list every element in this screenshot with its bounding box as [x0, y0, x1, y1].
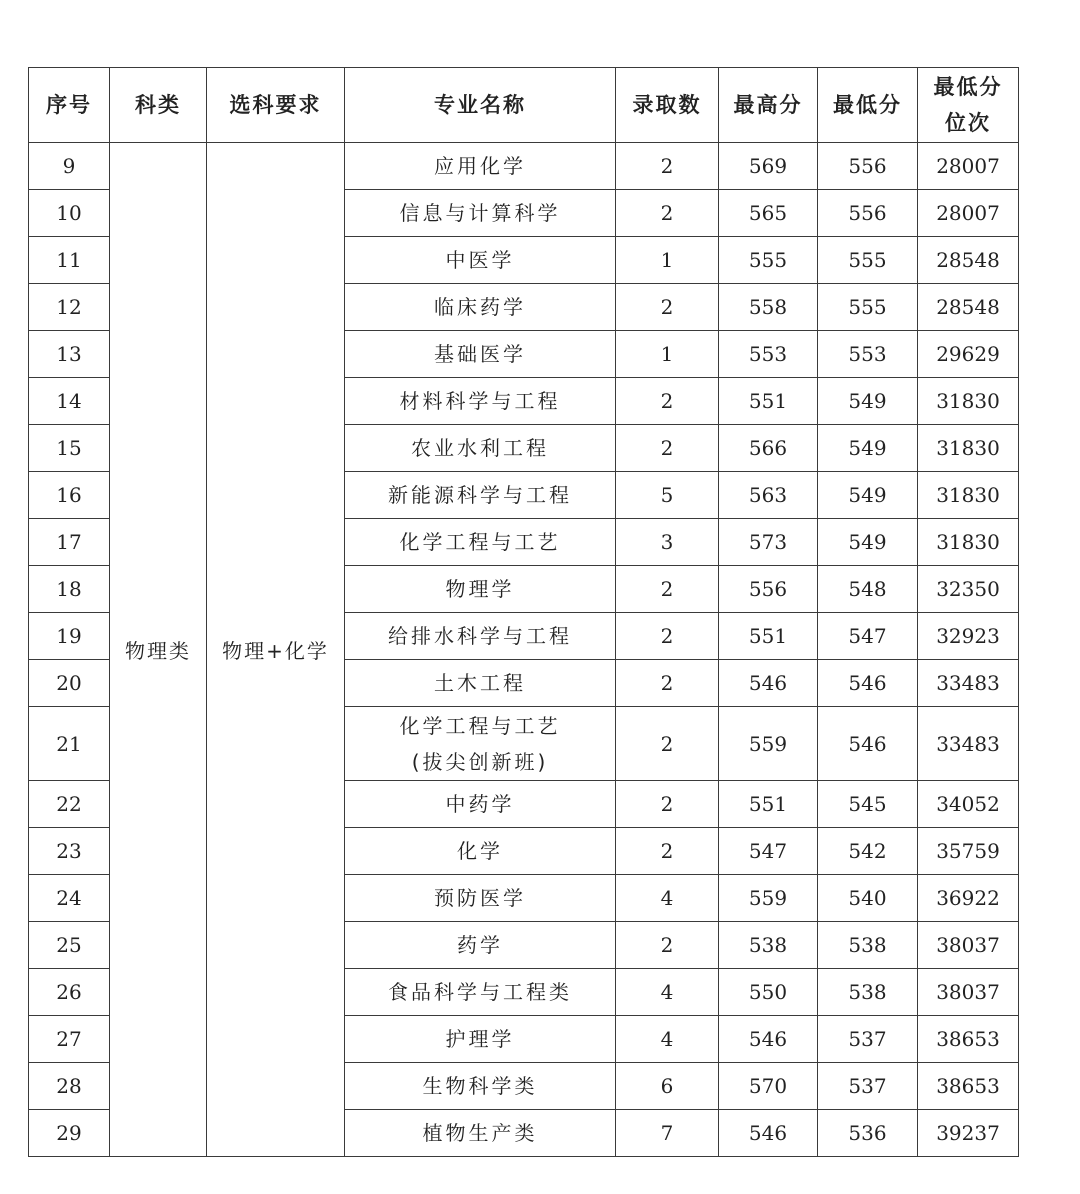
- min-score-cell: 549: [818, 472, 918, 519]
- major-name-line: 给排水科学与工程: [388, 624, 572, 648]
- min-score-cell: 537: [818, 1063, 918, 1110]
- serial-cell: 29: [29, 1110, 110, 1157]
- min-score-rank-cell: 38653: [918, 1063, 1019, 1110]
- min-score-rank-cell: 32923: [918, 613, 1019, 660]
- max-score-cell: 559: [719, 875, 818, 922]
- min-score-rank-cell: 33483: [918, 660, 1019, 707]
- max-score-cell: 565: [719, 190, 818, 237]
- serial-cell: 13: [29, 331, 110, 378]
- major-name-line: 新能源科学与工程: [388, 483, 572, 507]
- max-score-cell: 553: [719, 331, 818, 378]
- min-score-rank-cell: 28007: [918, 143, 1019, 190]
- major-name-cell: [345, 143, 616, 190]
- max-score-cell: 573: [719, 519, 818, 566]
- major-name-cell: [345, 566, 616, 613]
- admitted-count-cell: 2: [616, 922, 719, 969]
- min-score-rank-cell: 38037: [918, 969, 1019, 1016]
- admitted-count-cell: 2: [616, 378, 719, 425]
- min-score-rank-cell: 28548: [918, 284, 1019, 331]
- min-score-cell: 547: [818, 613, 918, 660]
- major-name-cell: [345, 1110, 616, 1157]
- header-min-score: 最低分: [818, 68, 918, 143]
- header-admitted-count: 录取数: [616, 68, 719, 143]
- admitted-count-cell: 1: [616, 331, 719, 378]
- min-score-cell: 549: [818, 425, 918, 472]
- min-score-rank-cell: 31830: [918, 378, 1019, 425]
- min-score-rank-cell: 39237: [918, 1110, 1019, 1157]
- major-name-line: 植物生产类: [422, 1121, 538, 1145]
- min-score-cell: 555: [818, 237, 918, 284]
- admission-score-table: [28, 67, 1019, 1157]
- serial-cell: 23: [29, 828, 110, 875]
- table-row: [29, 143, 1019, 190]
- serial-cell: 14: [29, 378, 110, 425]
- max-score-cell: 538: [719, 922, 818, 969]
- serial-cell: 15: [29, 425, 110, 472]
- max-score-cell: 563: [719, 472, 818, 519]
- major-name-cell: [345, 1016, 616, 1063]
- min-score-cell: 538: [818, 969, 918, 1016]
- max-score-cell: 551: [719, 378, 818, 425]
- serial-cell: 17: [29, 519, 110, 566]
- admitted-count-cell: 1: [616, 237, 719, 284]
- major-name-line: 材料科学与工程: [399, 389, 561, 413]
- max-score-cell: 547: [719, 828, 818, 875]
- major-name-line: 中医学: [445, 248, 515, 272]
- major-name-cell: [345, 331, 616, 378]
- serial-cell: 16: [29, 472, 110, 519]
- min-score-cell: 549: [818, 378, 918, 425]
- major-name-line: 药学: [457, 933, 503, 957]
- major-name-line: 护理学: [445, 1027, 515, 1051]
- header-min-score-rank: 最低分位次: [918, 68, 1019, 143]
- major-name-cell: [345, 425, 616, 472]
- min-score-cell: 538: [818, 922, 918, 969]
- min-score-rank-cell: 36922: [918, 875, 1019, 922]
- serial-cell: 25: [29, 922, 110, 969]
- header-category: 科类: [110, 68, 207, 143]
- header-major-name: 专业名称: [345, 68, 616, 143]
- min-score-cell: 537: [818, 1016, 918, 1063]
- admitted-count-cell: 2: [616, 566, 719, 613]
- serial-cell: 22: [29, 781, 110, 828]
- admitted-count-cell: 3: [616, 519, 719, 566]
- major-name-cell: [345, 875, 616, 922]
- max-score-cell: 550: [719, 969, 818, 1016]
- min-score-rank-cell: 31830: [918, 425, 1019, 472]
- major-name-line: 化学工程与工艺: [399, 713, 561, 738]
- min-score-cell: 546: [818, 660, 918, 707]
- category-cell: 物理类: [110, 143, 207, 1157]
- major-name-line: 临床药学: [434, 295, 526, 319]
- major-name-cell: [345, 660, 616, 707]
- subject-requirement-cell: 物理+化学: [207, 143, 345, 1157]
- major-name-line: 信息与计算科学: [399, 201, 561, 225]
- max-score-cell: 556: [719, 566, 818, 613]
- min-score-cell: 556: [818, 190, 918, 237]
- admitted-count-cell: 2: [616, 284, 719, 331]
- serial-cell: 20: [29, 660, 110, 707]
- admitted-count-cell: 2: [616, 190, 719, 237]
- max-score-cell: 551: [719, 613, 818, 660]
- min-score-cell: 548: [818, 566, 918, 613]
- serial-cell: 28: [29, 1063, 110, 1110]
- admitted-count-cell: 2: [616, 143, 719, 190]
- admitted-count-cell: 4: [616, 969, 719, 1016]
- min-score-rank-cell: 28548: [918, 237, 1019, 284]
- major-name-line: 生物科学类: [422, 1074, 538, 1098]
- major-name-line: 物理学: [445, 577, 515, 601]
- min-score-rank-cell: 33483: [918, 707, 1019, 781]
- header-max-score: 最高分: [719, 68, 818, 143]
- max-score-cell: 559: [719, 707, 818, 781]
- serial-cell: 27: [29, 1016, 110, 1063]
- serial-cell: 24: [29, 875, 110, 922]
- serial-cell: 9: [29, 143, 110, 190]
- max-score-cell: 551: [719, 781, 818, 828]
- admitted-count-cell: 4: [616, 875, 719, 922]
- max-score-cell: 570: [719, 1063, 818, 1110]
- major-name-line: (拔尖创新班): [411, 749, 549, 774]
- min-score-cell: 553: [818, 331, 918, 378]
- admitted-count-cell: 2: [616, 707, 719, 781]
- admitted-count-cell: 2: [616, 425, 719, 472]
- major-name-cell: [345, 781, 616, 828]
- major-name-line: 中药学: [445, 792, 515, 816]
- major-name-cell: [345, 237, 616, 284]
- admitted-count-cell: 4: [616, 1016, 719, 1063]
- max-score-cell: 558: [719, 284, 818, 331]
- major-name-cell: [345, 922, 616, 969]
- major-name-line: 基础医学: [434, 342, 526, 366]
- min-score-cell: 555: [818, 284, 918, 331]
- major-name-line: 应用化学: [434, 154, 526, 178]
- max-score-cell: 546: [719, 660, 818, 707]
- serial-cell: 10: [29, 190, 110, 237]
- major-name-cell: [345, 707, 616, 781]
- min-score-rank-cell: 31830: [918, 519, 1019, 566]
- min-score-cell: 546: [818, 707, 918, 781]
- min-score-cell: 536: [818, 1110, 918, 1157]
- serial-cell: 18: [29, 566, 110, 613]
- max-score-cell: 546: [719, 1016, 818, 1063]
- min-score-rank-cell: 32350: [918, 566, 1019, 613]
- major-name-cell: [345, 613, 616, 660]
- major-name-line: 化学: [457, 839, 503, 863]
- header-subject-requirement: 选科要求: [207, 68, 345, 143]
- min-score-rank-cell: 35759: [918, 828, 1019, 875]
- min-score-cell: 540: [818, 875, 918, 922]
- admitted-count-cell: 2: [616, 660, 719, 707]
- min-score-cell: 545: [818, 781, 918, 828]
- major-name-line: 土木工程: [434, 671, 526, 695]
- serial-cell: 26: [29, 969, 110, 1016]
- major-name-cell: [345, 1063, 616, 1110]
- major-name-cell: [345, 284, 616, 331]
- major-name-cell: [345, 519, 616, 566]
- major-name-cell: [345, 969, 616, 1016]
- min-score-rank-cell: 28007: [918, 190, 1019, 237]
- major-name-cell: [345, 472, 616, 519]
- major-name-line: 预防医学: [434, 886, 526, 910]
- serial-cell: 21: [29, 707, 110, 781]
- min-score-cell: 556: [818, 143, 918, 190]
- major-name-cell: [345, 828, 616, 875]
- admitted-count-cell: 7: [616, 1110, 719, 1157]
- header-serial: 序号: [29, 68, 110, 143]
- max-score-cell: 569: [719, 143, 818, 190]
- serial-cell: 19: [29, 613, 110, 660]
- admitted-count-cell: 2: [616, 613, 719, 660]
- min-score-rank-cell: 31830: [918, 472, 1019, 519]
- admitted-count-cell: 6: [616, 1063, 719, 1110]
- major-name-line: 食品科学与工程类: [388, 980, 572, 1004]
- admitted-count-cell: 2: [616, 828, 719, 875]
- major-name-line: 化学工程与工艺: [399, 530, 561, 554]
- min-score-rank-cell: 34052: [918, 781, 1019, 828]
- min-score-cell: 549: [818, 519, 918, 566]
- admitted-count-cell: 2: [616, 781, 719, 828]
- header-row: [29, 68, 1019, 143]
- min-score-rank-cell: 38037: [918, 922, 1019, 969]
- max-score-cell: 555: [719, 237, 818, 284]
- min-score-cell: 542: [818, 828, 918, 875]
- max-score-cell: 566: [719, 425, 818, 472]
- serial-cell: 11: [29, 237, 110, 284]
- major-name-cell: [345, 378, 616, 425]
- major-name-line: 农业水利工程: [411, 436, 549, 460]
- min-score-rank-cell: 29629: [918, 331, 1019, 378]
- major-name-cell: [345, 190, 616, 237]
- admitted-count-cell: 5: [616, 472, 719, 519]
- max-score-cell: 546: [719, 1110, 818, 1157]
- serial-cell: 12: [29, 284, 110, 331]
- min-score-rank-cell: 38653: [918, 1016, 1019, 1063]
